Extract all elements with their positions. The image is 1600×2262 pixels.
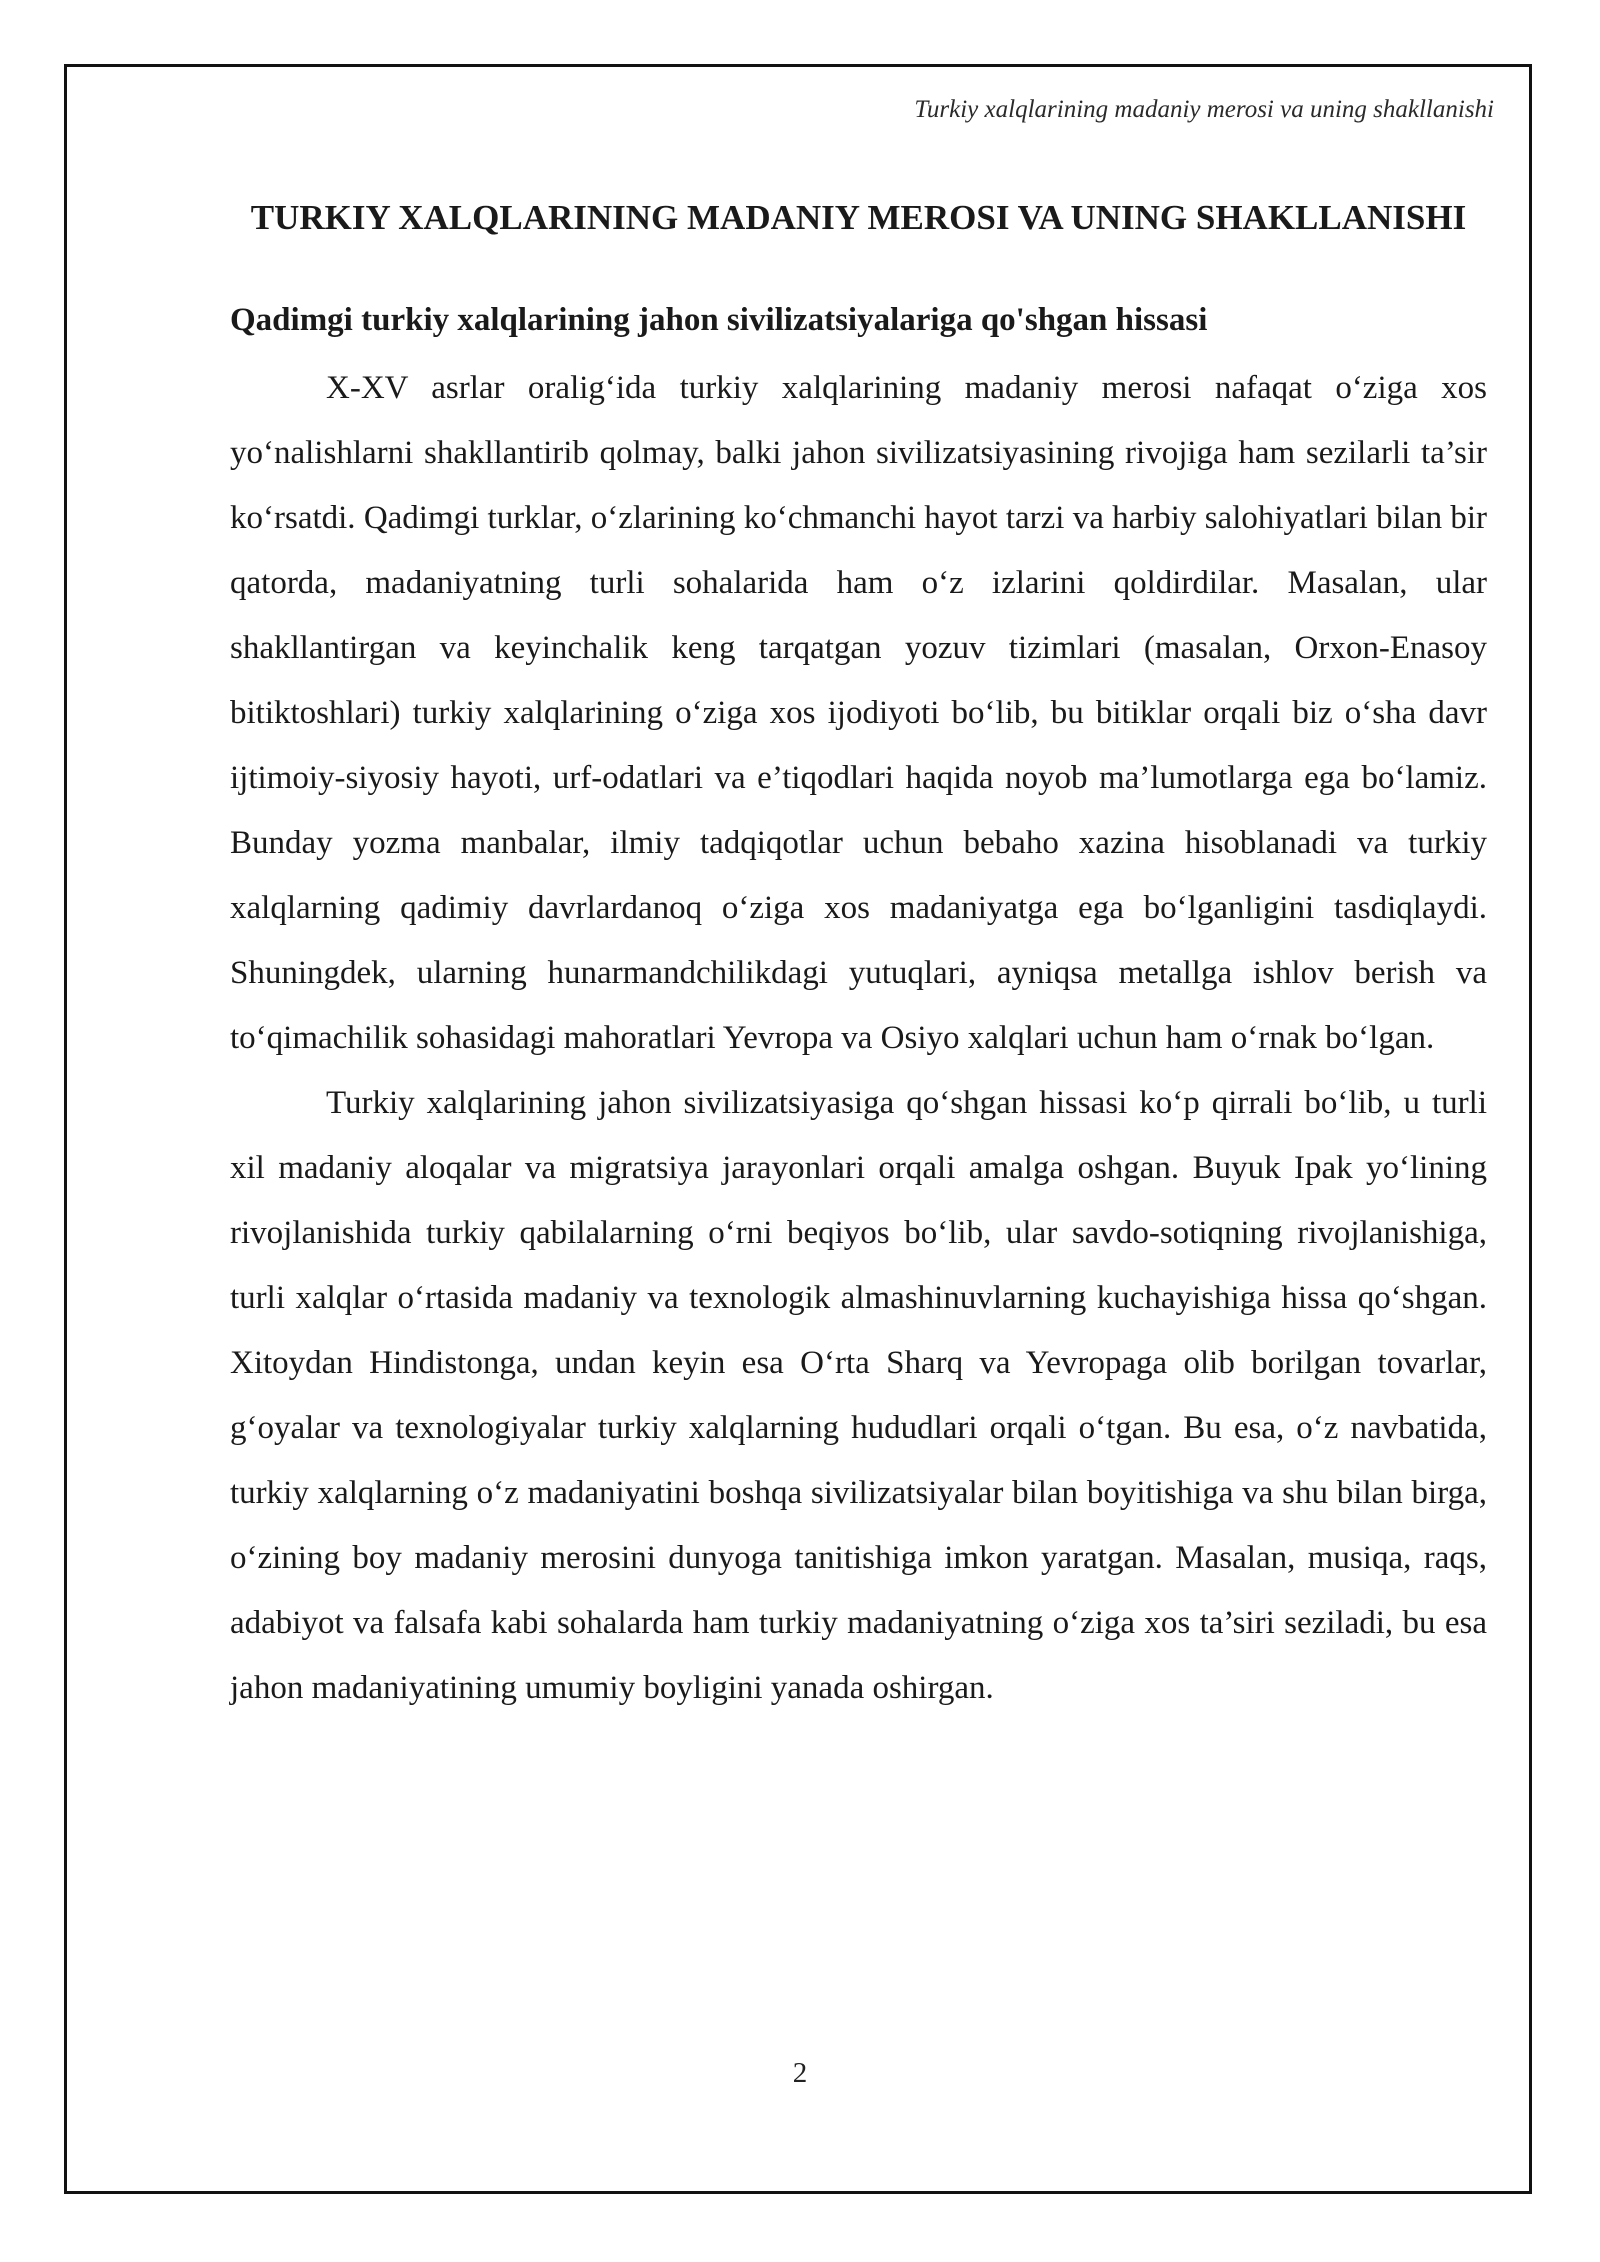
page-content	[230, 185, 1487, 1721]
page-number: 2	[792, 2057, 808, 2089]
body-paragraph: Turkiy xalqlarining jahon sivilizatsiyasiga qo‘shgan hissasi ko‘p qirrali bo‘lib, u turli xil madaniy aloqalar va migratsiya jarayonlari orqali amalga oshgan. Buyuk Ipak yo‘lining rivojlanishida turkiy qabilalarning o‘rni beqiyos bo‘lib, ular savdo-sotiqning rivojlanishiga, turli xalqlar o‘rtasida madaniy va texnologik almashinuvlarning kuchayishiga hissa qo‘shgan. Xitoydan Hindistonga, undan keyin esa O‘rta Sharq va Yevropaga olib borilgan tovarlar, g‘oyalar va texnologiyalar turkiy xalqlarning hududlari orqali o‘tgan. Bu esa, o‘z navbatida, turkiy xalqlarning o‘z madaniyatini boshqa sivilizatsiyalar bilan boyitishiga va shu bilan birga, o‘zining boy madaniy merosini dunyoga tanitishiga imkon yaratgan. Masalan, musiqa, raqs, adabiyot va falsafa kabi sohalarda ham turkiy madaniyatning o‘ziga xos ta’siri seziladi, bu esa jahon madaniyatining umumiy boyligini yanada oshirgan.	[230, 1085, 1487, 1706]
body-paragraph: X-XV asrlar oralig‘ida turkiy xalqlarining madaniy merosi nafaqat o‘ziga xos yo‘nalishlarni shakllantirib qolmay, balki jahon sivilizatsiyasining rivojiga ham sezilarli ta’sir ko‘rsatdi. Qadimgi turklar, o‘zlarining ko‘chmanchi hayot tarzi va harbiy salohiyatlari bilan bir qatorda, madaniyatning turli sohalarida ham o‘z izlarini qoldirdilar. Masalan, ular shakllantirgan va keyinchalik keng tarqatgan yozuv tizimlari (masalan, Orxon-Enasoy bitiktoshlari) turkiy xalqlarining o‘ziga xos ijodiyoti bo‘lib, bu bitiklar orqali biz o‘sha davr ijtimoiy-siyosiy hayoti, urf-odatlari va e’tiqodlari haqida noyob ma’lumotlarga ega bo‘lamiz. Bunday yozma manbalar, ilmiy tadqiqotlar uchun bebaho xazina hisoblanadi va turkiy xalqlarning qadimiy davrlardanoq o‘ziga xos madaniyatga ega bo‘lganligini tasdiqlaydi. Shuningdek, ularning hunarmandchilikdagi yutuqlari, ayniqsa metallga ishlov berish va to‘qimachilik sohasidagi mahoratlari Yevropa va Osiyo xalqlari uchun ham o‘rnak bo‘lgan.	[230, 370, 1487, 1056]
running-header: Turkiy xalqlarining madaniy merosi va uning shakllanishi	[914, 96, 1494, 123]
document-title: TURKIY XALQLARINING MADANIY MEROSI VA UNING SHAKLLANISHI	[250, 198, 1467, 237]
section-heading: Qadimgi turkiy xalqlarining jahon sivilizatsiyalariga qo'shgan hissasi	[230, 302, 1208, 338]
